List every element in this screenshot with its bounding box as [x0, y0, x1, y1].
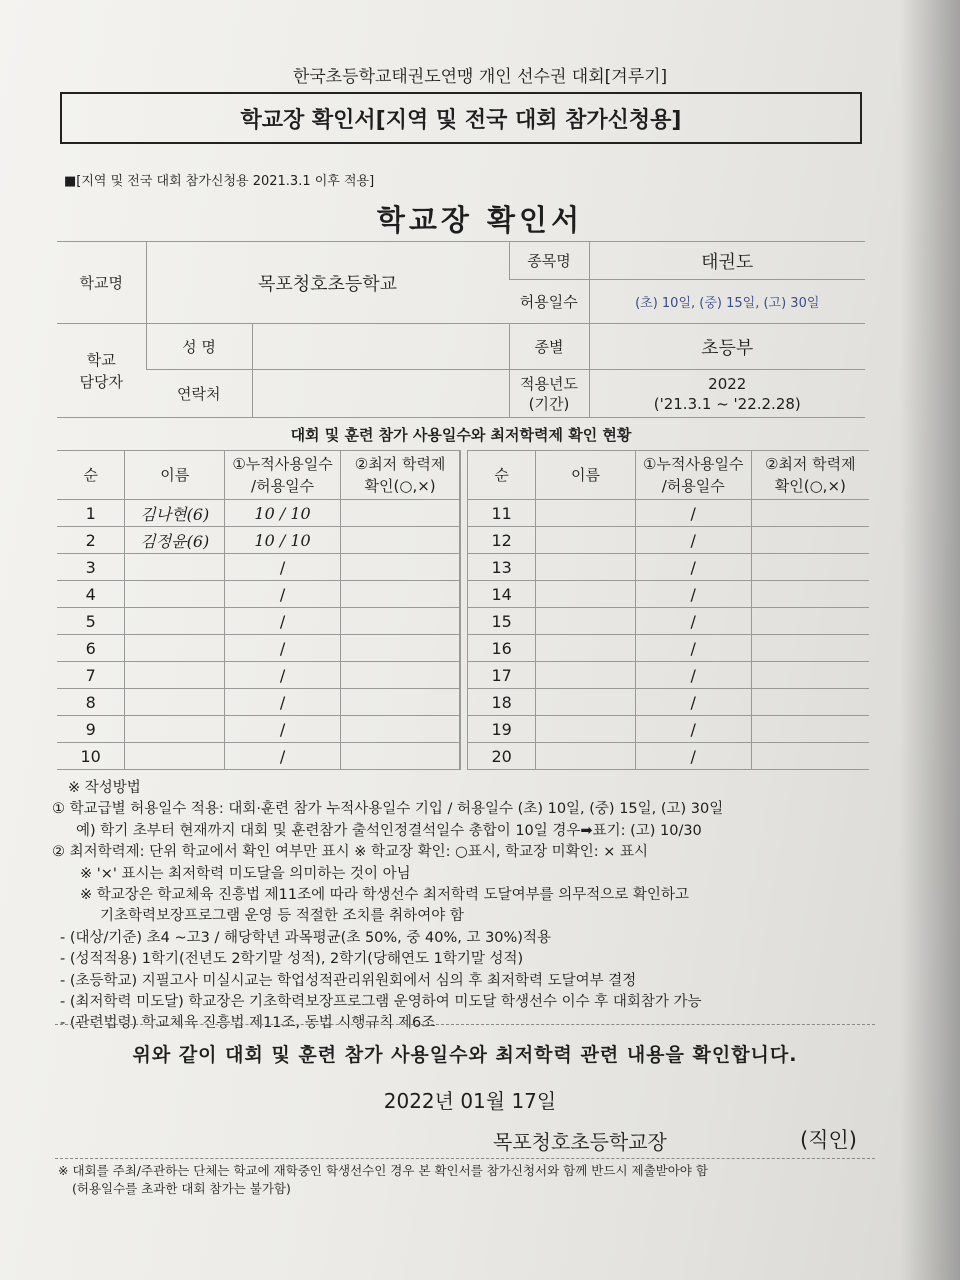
row-days-right: /: [635, 689, 751, 716]
header-check-right: ②최저 학력제 확인(○,×): [751, 451, 869, 500]
row-name: [125, 716, 225, 743]
table-row: [57, 500, 869, 527]
official-seal: (직인): [800, 1128, 857, 1152]
row-days-right: /: [635, 716, 751, 743]
row-no-right: 16: [468, 635, 536, 662]
row-no-right: 19: [468, 716, 536, 743]
row-name-right: [536, 554, 636, 581]
detail-5: - (관련법령) 학교체육 진흥법 제11조, 동법 시행규칙 제6조: [60, 1015, 436, 1032]
detail-4: - (최저학력 미도달) 학교장은 기초학력보장프로그램 운영하여 미도달 학생선수 이수 후 대회참가 가능: [60, 994, 702, 1011]
row-no: 9: [57, 716, 125, 743]
row-days: /: [225, 662, 341, 689]
row-name-right: [536, 743, 636, 770]
sub-note: ■[지역 및 전국 대회 참가신청용 2021.3.1 이후 적용]: [64, 174, 375, 189]
header-name: 이름: [125, 451, 225, 500]
table-divider: [460, 716, 467, 743]
row-days: /: [225, 581, 341, 608]
header-name-right: 이름: [536, 451, 636, 500]
confirm-statement: 위와 같이 대회 및 훈련 참가 사용일수와 최저학력 관련 내용을 확인합니다.: [132, 1044, 798, 1066]
row-name-right: [536, 608, 636, 635]
row-days-right: /: [635, 500, 751, 527]
row-days-right: /: [635, 635, 751, 662]
row-check: [340, 554, 460, 581]
row-check-right: [751, 527, 869, 554]
participation-table: [57, 450, 869, 770]
row-check: [340, 527, 460, 554]
table-row: [57, 581, 869, 608]
footnote-line-2: (허용일수를 초과한 대회 참가는 불가함): [72, 1181, 291, 1196]
table-row: [57, 635, 869, 662]
section-title: 대회 및 훈련 참가 사용일수와 최저학력제 확인 현황: [290, 426, 632, 444]
event-value: 태권도: [589, 242, 865, 280]
row-name-right: [536, 635, 636, 662]
row-days: 10 / 10: [225, 527, 341, 554]
note-1-example: 예) 학기 초부터 현재까지 대회 및 훈련참가 출석인정결석일수 총합이 10일 경우➡표기: (고) 10/30: [76, 822, 702, 839]
footnote-line-1: ※ 대회를 주최/주관하는 단체는 학교에 재학중인 학생선수인 경우 본 확인서를 참가신청서와 함께 반드시 제출받아야 함: [58, 1163, 708, 1178]
table-divider: [460, 608, 467, 635]
row-days: /: [225, 716, 341, 743]
row-no-right: 18: [468, 689, 536, 716]
table-row: [57, 689, 869, 716]
header-check: ②최저 학력제 확인(○,×): [340, 451, 460, 500]
row-check: [340, 635, 460, 662]
note-2a: ※ '×' 표시는 최저학력 미도달을 의미하는 것이 아님: [80, 865, 411, 882]
table-row: [57, 662, 869, 689]
row-name: [125, 689, 225, 716]
row-check: [340, 581, 460, 608]
row-days: /: [225, 635, 341, 662]
org-line: 한국초등학교태권도연맹 개인 선수권 대회[겨루기]: [292, 67, 668, 87]
table-divider: [460, 554, 467, 581]
detail-3: - (초등학교) 지필고사 미실시교는 학업성적관리위원회에서 심의 후 최저학력 도달여부 결정: [60, 972, 637, 989]
row-check: [340, 743, 460, 770]
table-row: [57, 608, 869, 635]
row-days-right: /: [635, 527, 751, 554]
row-no-right: 12: [468, 527, 536, 554]
row-days: /: [225, 554, 341, 581]
row-name: [125, 554, 225, 581]
row-name: 김정윤(6): [125, 527, 225, 554]
row-check-right: [751, 554, 869, 581]
row-name: [125, 581, 225, 608]
division-value: 초등부: [589, 324, 865, 370]
row-name-right: [536, 581, 636, 608]
footnote: [58, 1162, 888, 1198]
period-value: ('21.3.1 ~ '22.2.28): [653, 394, 801, 413]
row-check: [340, 608, 460, 635]
row-no: 1: [57, 500, 125, 527]
row-name-right: [536, 716, 636, 743]
row-check-right: [751, 716, 869, 743]
row-name: [125, 743, 225, 770]
table-divider: [460, 662, 467, 689]
main-title: 학교장 확인서: [376, 203, 584, 237]
row-no-right: 13: [468, 554, 536, 581]
row-name-right: [536, 689, 636, 716]
days-label: 허용일수: [509, 280, 589, 324]
row-name: [125, 635, 225, 662]
notes-heading: ※ 작성방법: [68, 780, 141, 796]
table-divider: [460, 743, 467, 770]
year-cell: [589, 370, 865, 418]
row-no: 7: [57, 662, 125, 689]
row-days-right: /: [635, 581, 751, 608]
detail-2: - (성적적용) 1학기(전년도 2학기말 성적), 2학기(당해연도 1학기말 성적): [60, 951, 524, 968]
contact-value: [252, 370, 509, 418]
header-days: ①누적사용일수 /허용일수: [225, 451, 341, 500]
detail-1: - (대상/기준) 초4 ~고3 / 해당학년 과목평균(초 50%, 중 40%, 고 30%)적용: [60, 929, 551, 946]
table-row: [57, 554, 869, 581]
row-check-right: [751, 608, 869, 635]
name-label: 성 명: [146, 324, 252, 370]
row-no-right: 17: [468, 662, 536, 689]
row-days-right: /: [635, 662, 751, 689]
contact-label: 연락처: [146, 370, 252, 418]
note-2c: 기초학력보장프로그램 운영 등 적절한 조치를 취하여야 함: [100, 908, 464, 925]
header-no-right: 순: [468, 451, 536, 500]
name-value: [252, 324, 509, 370]
manager-label: 학교 담당자: [57, 324, 146, 418]
principal-name: 목포청호초등학교장: [493, 1130, 667, 1154]
event-label: 종목명: [509, 242, 589, 280]
row-no-right: 20: [468, 743, 536, 770]
days-value: (초) 10일, (중) 15일, (고) 30일: [589, 280, 865, 324]
row-no: 8: [57, 689, 125, 716]
row-days-right: /: [635, 743, 751, 770]
table-divider: [460, 635, 467, 662]
row-days-right: /: [635, 608, 751, 635]
table-header-row: [57, 451, 869, 500]
row-check: [340, 716, 460, 743]
row-days: /: [225, 608, 341, 635]
row-check: [340, 500, 460, 527]
row-no-right: 14: [468, 581, 536, 608]
row-name: [125, 662, 225, 689]
row-check-right: [751, 662, 869, 689]
info-table: [57, 241, 865, 418]
row-check: [340, 689, 460, 716]
school-value: 목포청호초등학교: [146, 242, 509, 324]
row-name: [125, 608, 225, 635]
row-no: 5: [57, 608, 125, 635]
row-days: /: [225, 743, 341, 770]
table-divider: [460, 689, 467, 716]
divider-line-2: [55, 1158, 875, 1159]
division-label: 종별: [509, 324, 589, 370]
table-row: [57, 716, 869, 743]
row-no-right: 11: [468, 500, 536, 527]
divider-line: [55, 1024, 875, 1025]
row-check-right: [751, 581, 869, 608]
note-2b: ※ 학교장은 학교체육 진흥법 제11조에 따라 학생선수 최저학력 도달여부를 의무적으로 확인하고: [80, 887, 689, 904]
row-check-right: [751, 743, 869, 770]
row-check: [340, 662, 460, 689]
issue-date: 2022년 01월 17일: [383, 1089, 557, 1113]
header-no: 순: [57, 451, 125, 500]
table-divider: [460, 581, 467, 608]
row-no: 10: [57, 743, 125, 770]
row-check-right: [751, 500, 869, 527]
row-name-right: [536, 662, 636, 689]
row-name: 김나현(6): [125, 500, 225, 527]
table-divider: [460, 451, 467, 500]
box-title: 학교장 확인서[지역 및 전국 대회 참가신청용]: [60, 92, 862, 144]
note-2: ② 최저학력제: 단위 학교에서 확인 여부만 표시 ※ 학교장 확인: ○표시, 학교장 미확인: × 표시: [52, 844, 648, 861]
row-days-right: /: [635, 554, 751, 581]
note-1: ① 학교급별 허용일수 적용: 대회·훈련 참가 누적사용일수 기입 / 허용일수 (초) 10일, (중) 15일, (고) 30일: [52, 801, 724, 818]
instructions: [52, 778, 882, 1035]
row-no: 2: [57, 527, 125, 554]
row-no: 3: [57, 554, 125, 581]
row-days: /: [225, 689, 341, 716]
row-name-right: [536, 527, 636, 554]
table-divider: [460, 500, 467, 527]
row-no-right: 15: [468, 608, 536, 635]
row-name-right: [536, 500, 636, 527]
school-label: 학교명: [57, 242, 146, 324]
table-divider: [460, 527, 467, 554]
year-label: 적용년도 (기간): [509, 370, 589, 418]
table-row: [57, 527, 869, 554]
row-no: 6: [57, 635, 125, 662]
row-check-right: [751, 635, 869, 662]
table-row: [57, 743, 869, 770]
year-value: 2022: [708, 374, 747, 393]
header-days-right: ①누적사용일수 /허용일수: [635, 451, 751, 500]
row-check-right: [751, 689, 869, 716]
row-days: 10 / 10: [225, 500, 341, 527]
row-no: 4: [57, 581, 125, 608]
